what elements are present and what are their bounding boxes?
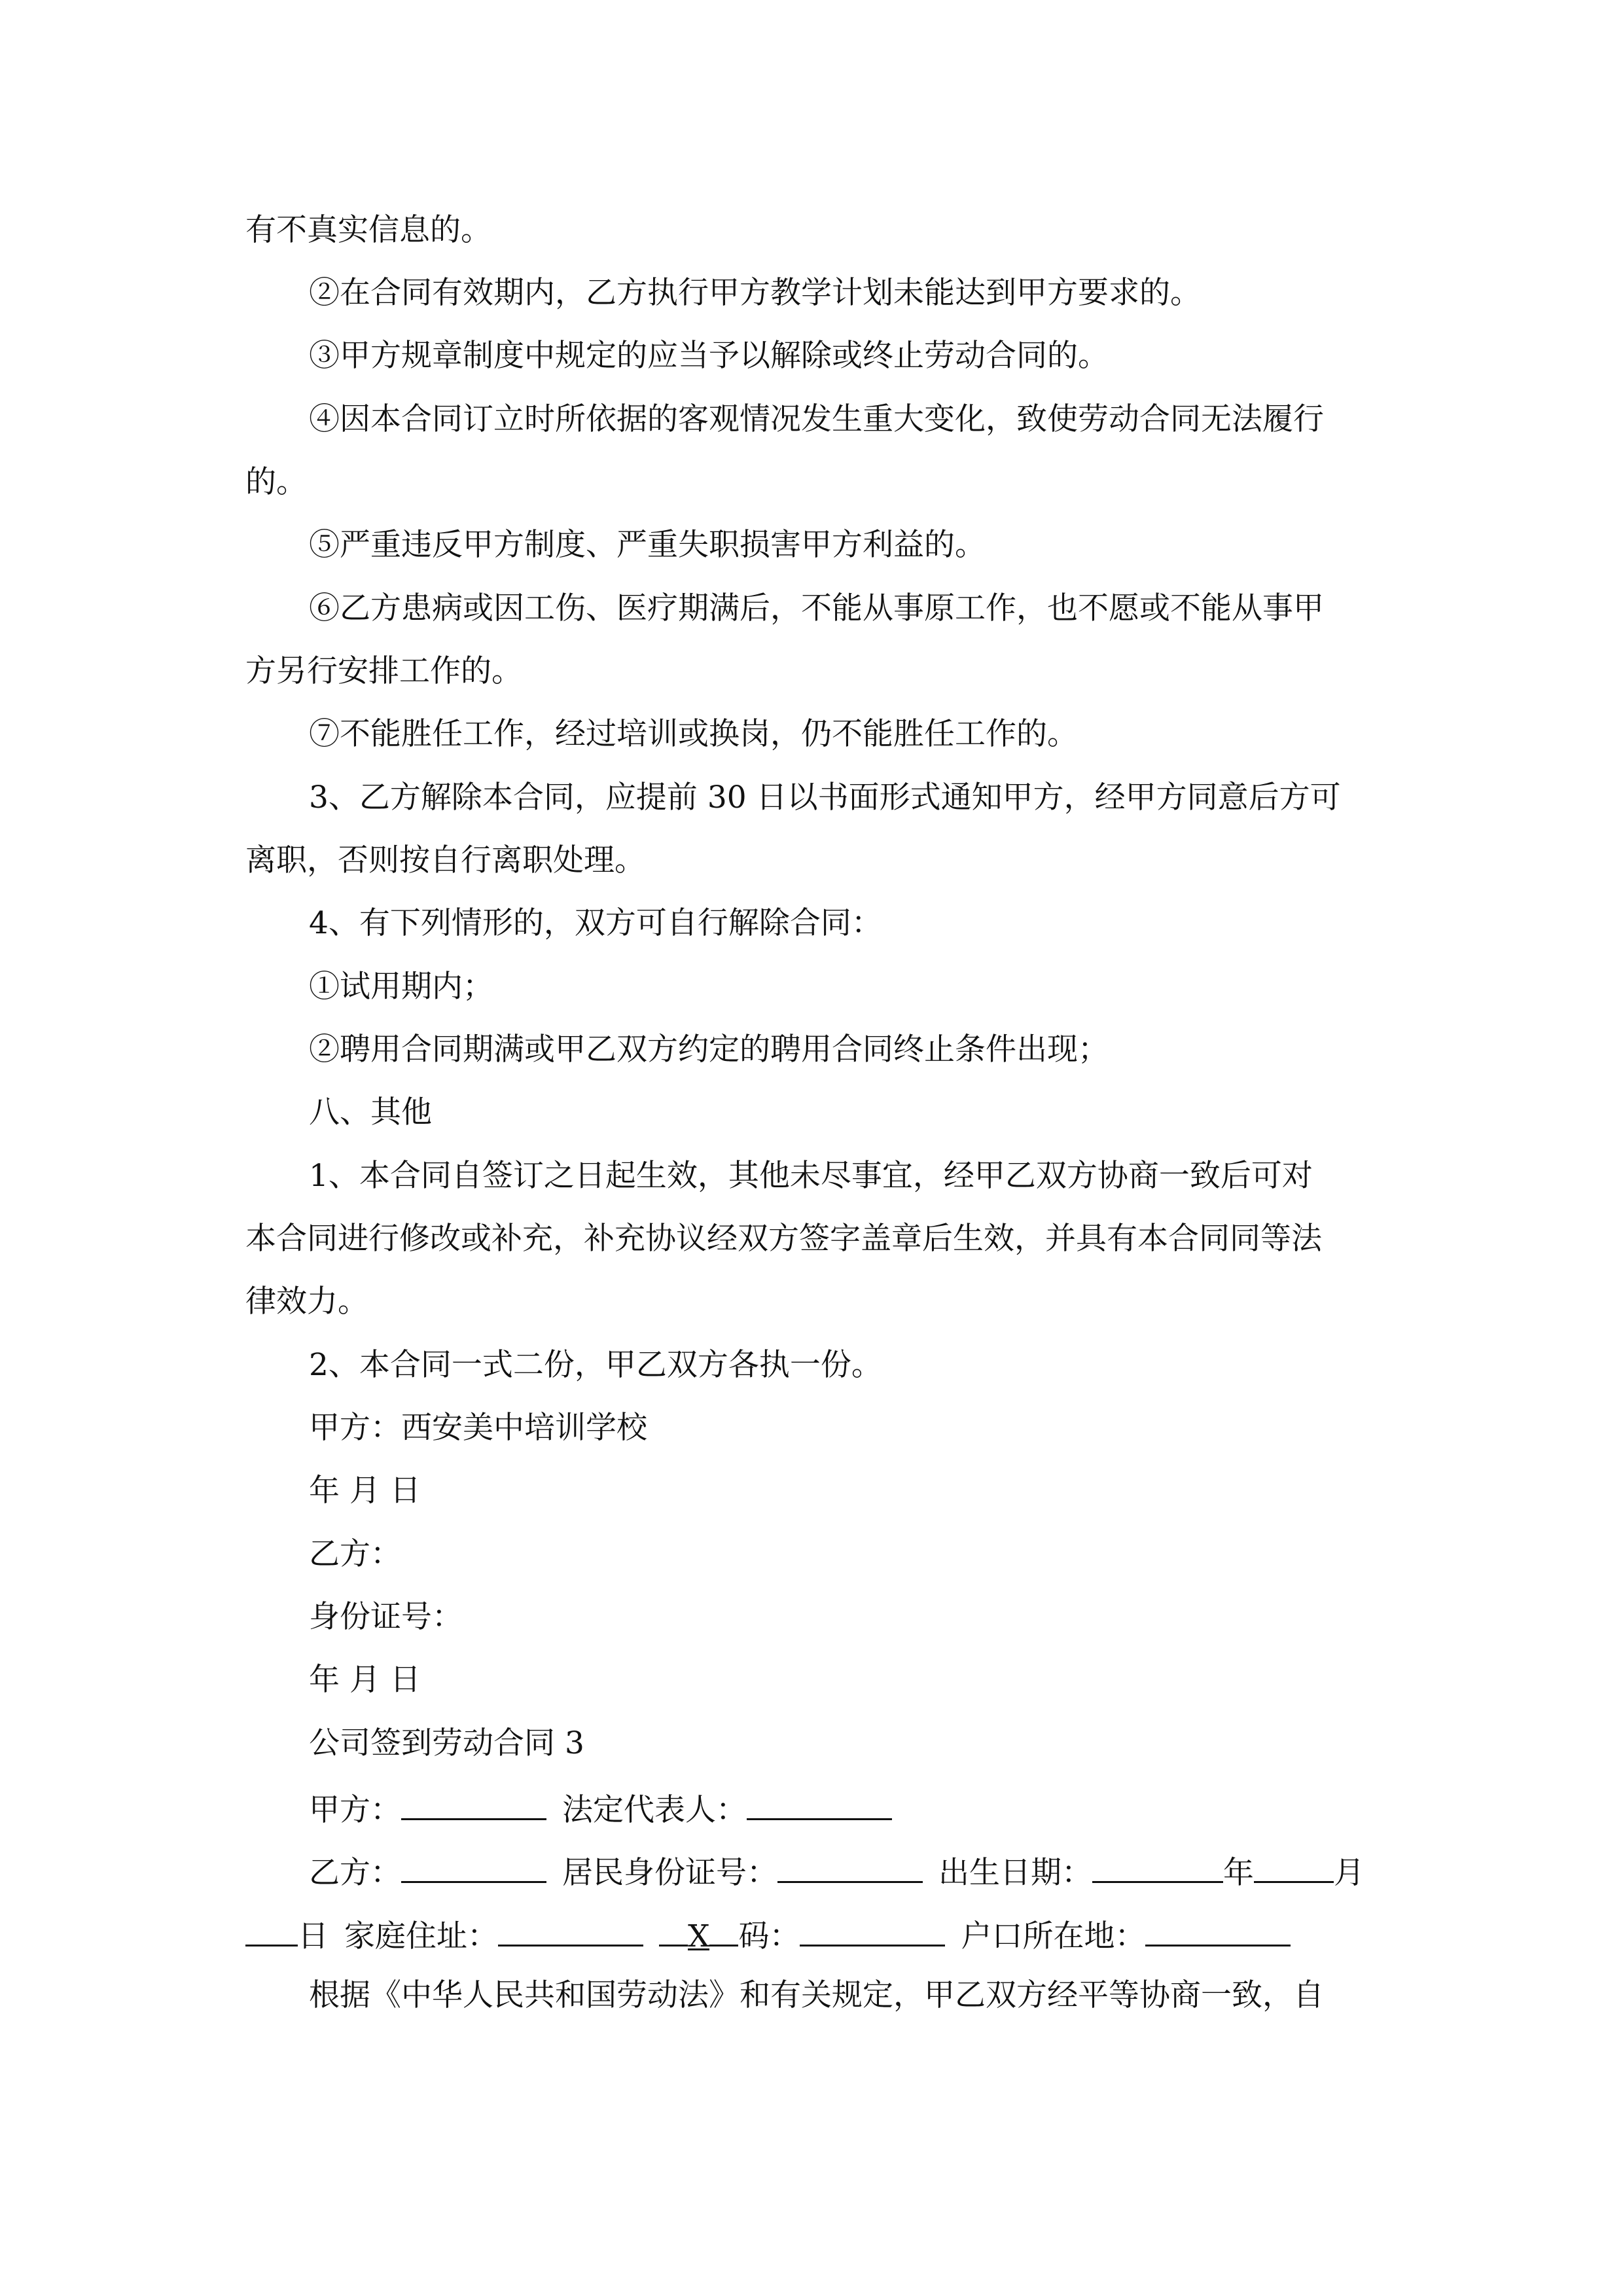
paragraph-line: 3、乙方解除本合同，应提前 30 日以书面形式通知甲方，经甲方同意后方可	[309, 780, 1341, 816]
paragraph-line: 2、本合同一式二份，甲乙双方各执一份。	[309, 1347, 882, 1383]
paragraph-line: ②在合同有效期内，乙方执行甲方教学计划未能达到甲方要求的。	[309, 275, 1201, 311]
paragraph-line: 离职，否则按自行离职处理。	[245, 842, 645, 878]
form-line-party-a	[309, 1787, 892, 1826]
paragraph-line: 律效力。	[245, 1283, 368, 1319]
day-label: 日	[298, 1918, 329, 1954]
signature-party-a: 甲方：西安美中培训学校	[309, 1410, 647, 1446]
hukou-blank[interactable]	[1145, 1913, 1291, 1946]
paragraph-line: ⑥乙方患病或因工伤、医疗期满后，不能从事原工作，也不愿或不能从事甲	[309, 590, 1324, 626]
party-a-blank[interactable]	[401, 1787, 546, 1820]
postcode-suffix-blank[interactable]	[709, 1913, 738, 1946]
section-heading: 八、其他	[309, 1094, 432, 1130]
party-b-label: 乙方：	[309, 1855, 401, 1891]
form-line-address	[245, 1913, 1291, 1952]
month-label: 月	[1334, 1855, 1364, 1891]
paragraph-line: 4、有下列情形的，双方可自行解除合同：	[309, 905, 882, 941]
id-number-label: 居民身份证号：	[562, 1855, 777, 1891]
birth-year-blank[interactable]	[1092, 1850, 1223, 1883]
postcode-label: 码：	[738, 1918, 800, 1954]
year-label: 年	[1223, 1855, 1254, 1891]
home-address-blank[interactable]	[498, 1913, 643, 1946]
birth-day-blank[interactable]	[245, 1913, 298, 1946]
paragraph-line: ④因本合同订立时所依据的客观情况发生重大变化，致使劳动合同无法履行	[309, 401, 1324, 437]
paragraph-line: ①试用期内；	[309, 969, 493, 1005]
hukou-label: 户口所在地：	[961, 1918, 1146, 1954]
form-line-party-b	[309, 1850, 1364, 1889]
birth-date-label: 出生日期：	[938, 1855, 1092, 1891]
paragraph-line: ⑤严重违反甲方制度、严重失职损害甲方利益的。	[309, 527, 986, 563]
signature-date: 年 月 日	[309, 1662, 421, 1698]
party-b-blank[interactable]	[401, 1850, 546, 1883]
paragraph-line: 1、本合同自签订之日起生效，其他未尽事宜，经甲乙双方协商一致后可对	[309, 1158, 1313, 1194]
paragraph-line: 方另行安排工作的。	[245, 653, 522, 689]
paragraph-line: ②聘用合同期满或甲乙双方约定的聘用合同终止条件出现；	[309, 1031, 1109, 1067]
signature-date: 年 月 日	[309, 1473, 421, 1509]
contract-title: 公司签到劳动合同 3	[309, 1725, 584, 1761]
postcode-blank[interactable]	[800, 1913, 945, 1946]
id-number-blank[interactable]	[777, 1850, 923, 1883]
postcode-mid: X	[688, 1918, 710, 1954]
home-address-label: 家庭住址：	[344, 1918, 498, 1954]
paragraph-line: ⑦不能胜任工作，经过培训或换岗，仍不能胜任工作的。	[309, 716, 1078, 752]
legal-rep-label: 法定代表人：	[562, 1792, 747, 1828]
legal-rep-blank[interactable]	[747, 1787, 892, 1820]
paragraph-line: 的。	[245, 464, 307, 500]
signature-id-number: 身份证号：	[309, 1599, 463, 1635]
paragraph-line: 本合同进行修改或补充，补充协议经双方签字盖章后生效，并具有本合同同等法	[245, 1221, 1322, 1257]
paragraph-line: ③甲方规章制度中规定的应当予以解除或终止劳动合同的。	[309, 338, 1109, 374]
paragraph-line: 有不真实信息的。	[245, 212, 491, 248]
postcode-prefix-blank[interactable]	[659, 1913, 688, 1946]
signature-party-b: 乙方：	[309, 1536, 401, 1572]
party-a-label: 甲方：	[309, 1792, 401, 1828]
paragraph-line: 根据《中华人民共和国劳动法》和有关规定，甲乙双方经平等协商一致，自	[309, 1977, 1324, 2013]
birth-month-blank[interactable]	[1254, 1850, 1334, 1883]
